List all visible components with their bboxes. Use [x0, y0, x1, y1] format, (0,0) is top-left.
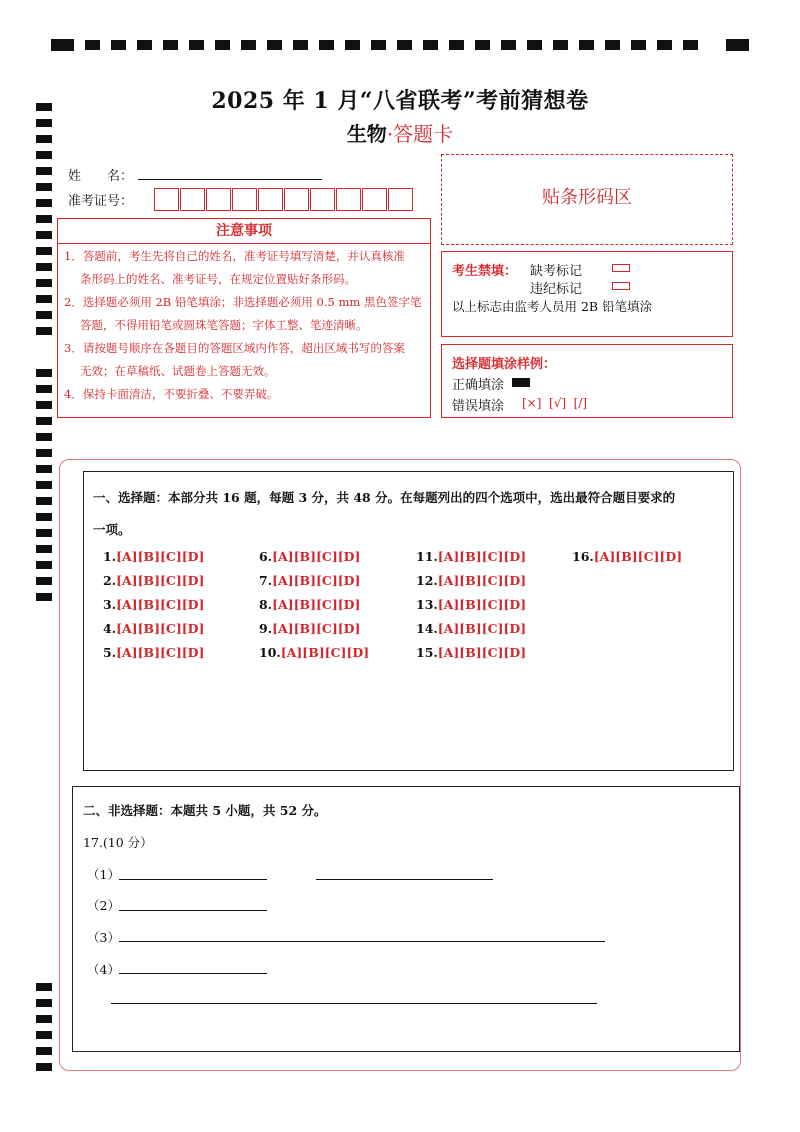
fill-example-title: 选择题填涂样例：: [452, 357, 557, 372]
wrong-fill-samples: [×] [√] [/]: [522, 396, 588, 410]
timing-mark: [36, 369, 52, 377]
timing-mark: [371, 40, 386, 50]
question-number: 6.: [259, 549, 273, 564]
timing-mark: [163, 40, 178, 50]
part-1-answer-line[interactable]: [119, 879, 267, 880]
answer-options[interactable]: [A][B][C][D]: [272, 621, 361, 636]
question-number: 14.: [416, 621, 438, 636]
question-number: 15.: [416, 645, 438, 660]
answer-options[interactable]: [A][B][C][D]: [437, 573, 527, 588]
answer-options[interactable]: [A][B][C][D]: [593, 549, 683, 564]
choice-instruction-line1: 一、选择题：本部分共 16 题，每题 3 分，共 48 分。在每题列出的四个选项中，选出最符合题目要求的: [93, 490, 676, 505]
choice-section: [83, 471, 734, 771]
question-number: 10.: [259, 645, 281, 660]
answer-options[interactable]: [A][B][C][D]: [116, 645, 205, 660]
question-6[interactable]: [259, 549, 360, 564]
answer-options[interactable]: [A][B][C][D]: [116, 621, 205, 636]
timing-mark: [475, 40, 490, 50]
timing-mark: [631, 40, 646, 50]
prohibited-box: [441, 251, 733, 337]
absent-mark-box[interactable]: [612, 264, 630, 272]
prohibited-title: 考生禁填：: [452, 264, 518, 279]
answer-options[interactable]: [A][B][C][D]: [116, 549, 205, 564]
timing-mark: [605, 40, 620, 50]
timing-mark: [423, 40, 438, 50]
timing-mark: [36, 465, 52, 473]
question-16[interactable]: [572, 549, 682, 564]
answer-options[interactable]: [A][B][C][D]: [272, 573, 361, 588]
timing-mark: [36, 1047, 52, 1055]
prohibited-note: 以上标志由监考人员用 2B 铅笔填涂: [452, 299, 653, 314]
notice-line: 答题，不得用铅笔或圆珠笔答题；字体工整、笔迹清晰。: [80, 318, 368, 332]
exam-id-digit-box[interactable]: [362, 188, 387, 211]
timing-mark: [319, 40, 334, 50]
exam-id-digit-box[interactable]: [258, 188, 283, 211]
timing-mark: [36, 545, 52, 553]
answer-options[interactable]: [A][B][C][D]: [437, 549, 527, 564]
timing-mark: [36, 295, 52, 303]
notice-line: 条形码上的姓名、准考证号，在规定位置贴好条形码。: [80, 272, 356, 286]
timing-mark: [36, 513, 52, 521]
timing-mark: [657, 40, 672, 50]
question-5[interactable]: [103, 645, 204, 660]
exam-id-digit-box[interactable]: [310, 188, 335, 211]
part-2-label: （2）: [87, 898, 120, 913]
question-number: 4.: [103, 621, 117, 636]
violation-mark-label: 违纪标记: [530, 282, 583, 297]
timing-mark: [36, 593, 52, 601]
timing-mark: [36, 983, 52, 991]
question-11[interactable]: [416, 549, 526, 564]
timing-mark: [36, 481, 52, 489]
timing-mark: [293, 40, 308, 50]
timing-mark: [36, 999, 52, 1007]
timing-mark: [241, 40, 256, 50]
subject-heading: [0, 118, 800, 147]
exam-id-label: 准考证号：: [68, 194, 134, 209]
timing-mark: [36, 529, 52, 537]
exam-id-digit-box[interactable]: [336, 188, 361, 211]
timing-mark: [501, 40, 516, 50]
notice-line: 无效；在草稿纸、试题卷上答题无效。: [80, 364, 276, 378]
part-2-answer-line[interactable]: [119, 910, 267, 911]
timing-mark: [189, 40, 204, 50]
notice-line: 1．答题前，考生先将自己的姓名，准考证号填写清楚，并认真核准: [64, 249, 405, 263]
question-number: 16.: [572, 549, 594, 564]
name-field[interactable]: [138, 163, 322, 180]
choice-instruction-line2: 一项。: [93, 522, 131, 537]
non-choice-instruction: 二、非选择题：本题共 5 小题，共 52 分。: [83, 803, 327, 818]
timing-mark: [36, 1031, 52, 1039]
notice-line: 2．选择题必须用 2B 铅笔填涂；非选择题必须用 0.5 mm 黑色签字笔: [64, 295, 422, 309]
timing-mark: [36, 183, 52, 191]
wrong-fill-label: 错误填涂: [452, 399, 505, 414]
exam-id-digit-box[interactable]: [284, 188, 309, 211]
question-3[interactable]: [103, 597, 204, 612]
timing-mark: [267, 40, 282, 50]
timing-mark: [111, 40, 126, 50]
part-1-answer-line-2[interactable]: [316, 879, 493, 880]
question-number: 3.: [103, 597, 117, 612]
timing-mark: [683, 40, 698, 50]
question-number: 8.: [259, 597, 273, 612]
question-number: 9.: [259, 621, 273, 636]
timing-mark: [36, 561, 52, 569]
timing-mark: [36, 327, 52, 335]
timing-mark: [36, 449, 52, 457]
answer-options[interactable]: [A][B][C][D]: [272, 549, 361, 564]
timing-mark: [36, 1063, 52, 1071]
timing-mark: [36, 401, 52, 409]
question-1[interactable]: [103, 549, 204, 564]
question-number: 13.: [416, 597, 438, 612]
notice-title: 注意事项: [58, 219, 430, 244]
absent-mark-label: 缺考标记: [530, 264, 583, 279]
timing-mark: [36, 385, 52, 393]
timing-mark: [36, 199, 52, 207]
timing-mark: [36, 279, 52, 287]
correct-fill-label: 正确填涂: [452, 378, 505, 393]
question-12[interactable]: [416, 573, 526, 588]
notice-line: 3．请按题号顺序在各题目的答题区域内作答，超出区域书写的答案: [64, 341, 405, 355]
timing-mark: [36, 497, 52, 505]
answer-options[interactable]: [A][B][C][D]: [280, 645, 370, 660]
timing-mark: [215, 40, 230, 50]
non-choice-section: [72, 786, 740, 1052]
timing-mark: [36, 1015, 52, 1023]
question-17-label: 17.(10 分）: [83, 835, 153, 850]
part-4-label: （4）: [87, 962, 120, 977]
timing-mark: [36, 151, 52, 159]
barcode-area: 贴条形码区: [441, 154, 733, 245]
question-4[interactable]: [103, 621, 204, 636]
timing-mark: [553, 40, 568, 50]
timing-mark: [36, 263, 52, 271]
exam-id-digit-box[interactable]: [206, 188, 231, 211]
fill-example-box: [441, 344, 733, 418]
timing-mark: [579, 40, 594, 50]
timing-mark: [85, 40, 100, 50]
timing-mark: [527, 40, 542, 50]
timing-mark: [36, 215, 52, 223]
answer-options[interactable]: [A][B][C][D]: [272, 597, 361, 612]
timing-mark: [36, 231, 52, 239]
notice-box: [57, 218, 431, 418]
exam-id-digit-box[interactable]: [232, 188, 257, 211]
question-number: 1.: [103, 549, 117, 564]
question-10[interactable]: [259, 645, 369, 660]
timing-mark: [36, 417, 52, 425]
question-number: 2.: [103, 573, 117, 588]
question-number: 12.: [416, 573, 438, 588]
question-number: 11.: [416, 549, 438, 564]
timing-mark: [36, 247, 52, 255]
answer-options[interactable]: [A][B][C][D]: [116, 573, 205, 588]
correct-fill-sample: [512, 378, 530, 387]
question-13[interactable]: [416, 597, 526, 612]
subject-name: 生物: [346, 122, 387, 146]
answer-options[interactable]: [A][B][C][D]: [437, 645, 527, 660]
part-3-answer-line[interactable]: [119, 941, 605, 942]
exam-id-digit-box[interactable]: [180, 188, 205, 211]
question-8[interactable]: [259, 597, 360, 612]
question-7[interactable]: [259, 573, 360, 588]
timing-mark: [137, 40, 152, 50]
name-label: 姓 名：: [68, 169, 134, 184]
timing-mark: [36, 167, 52, 175]
question-number: 5.: [103, 645, 117, 660]
timing-mark: [36, 311, 52, 319]
timing-mark: [726, 39, 749, 51]
question-2[interactable]: [103, 573, 204, 588]
subject-suffix: ·答题卡: [386, 122, 454, 146]
timing-mark: [36, 577, 52, 585]
timing-mark: [397, 40, 412, 50]
part-3-label: （3）: [87, 930, 120, 945]
timing-mark: [449, 40, 464, 50]
part-1-label: （1）: [87, 867, 120, 882]
question-number: 7.: [259, 573, 273, 588]
exam-id-digit-box[interactable]: [154, 188, 179, 211]
exam-id-digit-box[interactable]: [388, 188, 413, 211]
question-9[interactable]: [259, 621, 360, 636]
part-4-answer-line[interactable]: [119, 973, 267, 974]
question-15[interactable]: [416, 645, 526, 660]
question-14[interactable]: [416, 621, 526, 636]
exam-title: 2025 年 1 月“八省联考”考前猜想卷: [211, 88, 589, 114]
answer-options[interactable]: [A][B][C][D]: [116, 597, 205, 612]
timing-mark: [345, 40, 360, 50]
timing-mark: [51, 39, 74, 51]
part-4-answer-line-2[interactable]: [111, 1003, 597, 1004]
answer-options[interactable]: [A][B][C][D]: [437, 621, 527, 636]
timing-mark: [36, 433, 52, 441]
answer-options[interactable]: [A][B][C][D]: [437, 597, 527, 612]
violation-mark-box[interactable]: [612, 282, 630, 290]
notice-line: 4．保持卡面清洁，不要折叠、不要弄破。: [64, 387, 279, 401]
